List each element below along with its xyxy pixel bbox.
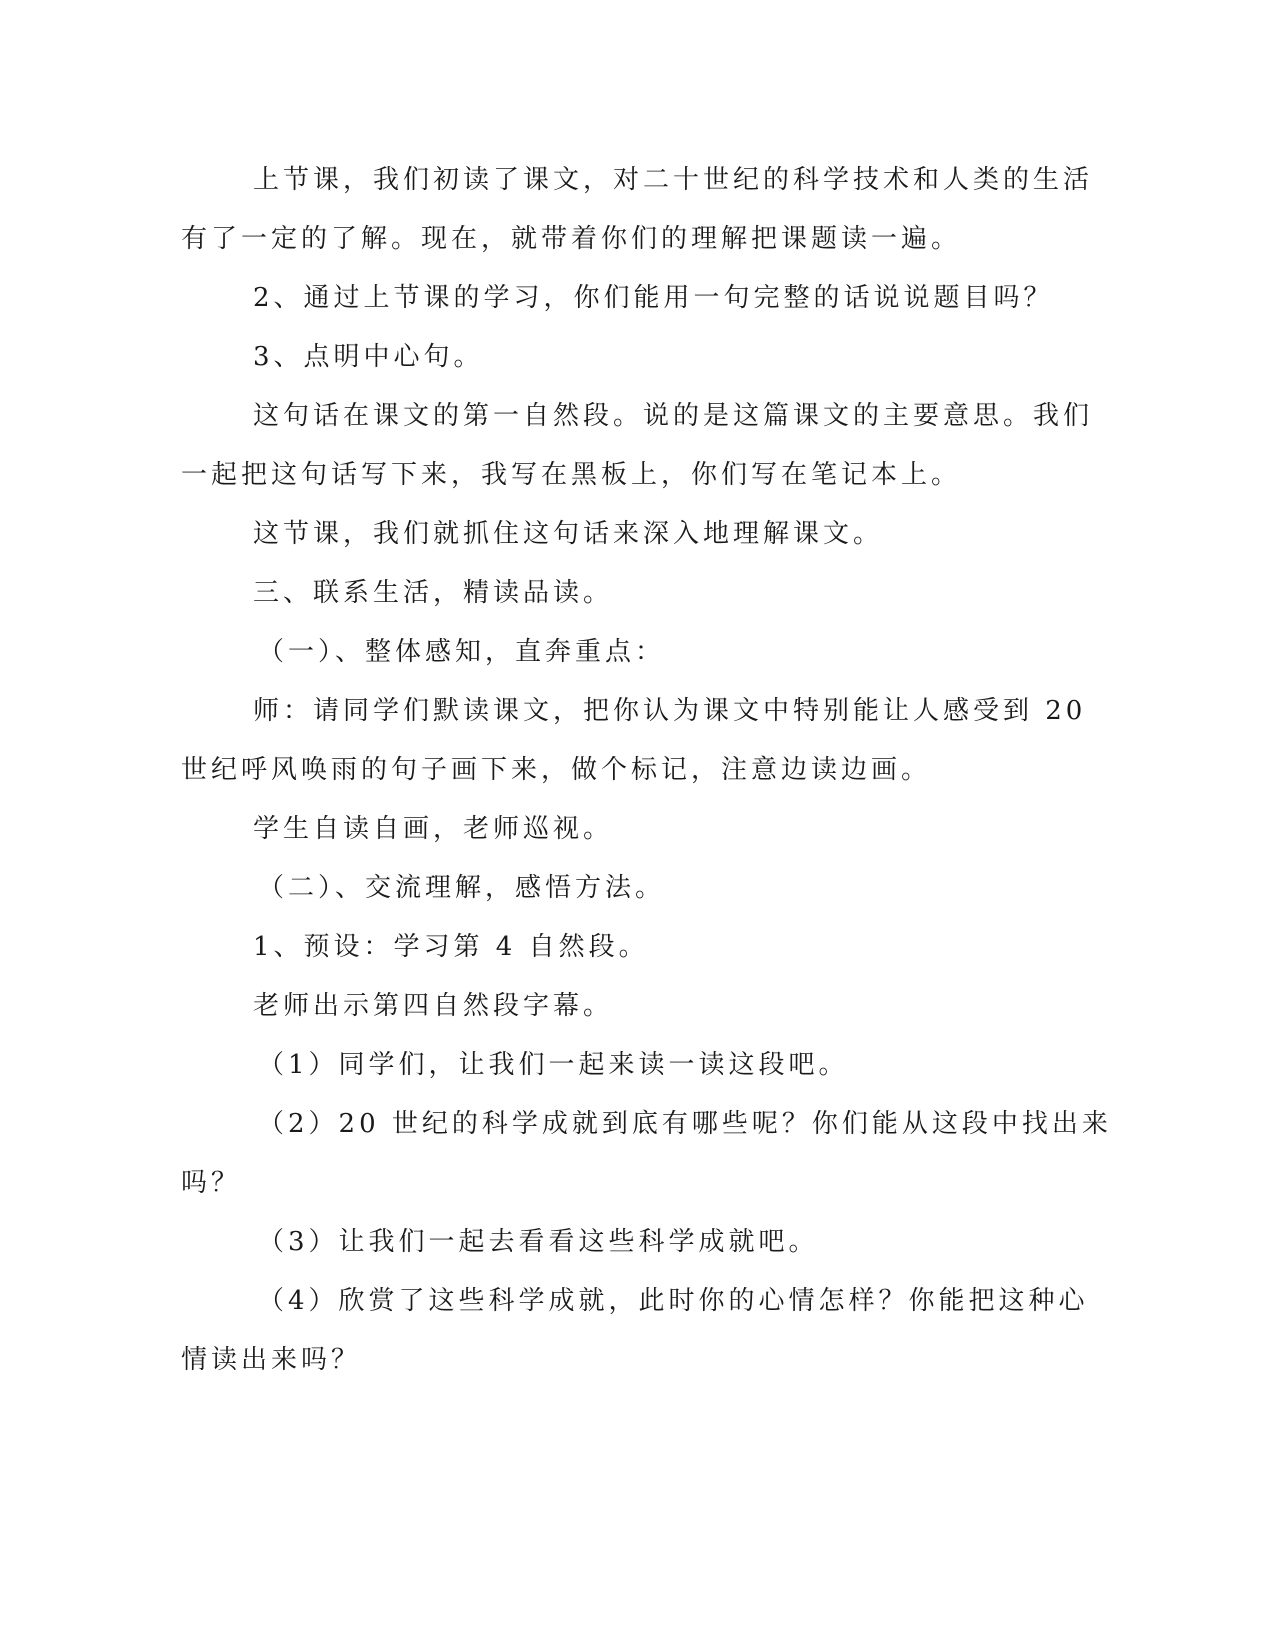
text-line: 2、通过上节课的学习，你们能用一句完整的话说说题目吗？ xyxy=(253,283,1054,313)
text-line: 上节课，我们初读了课文，对二十世纪的科学技术和人类的生活 xyxy=(253,165,1094,195)
text-line: 情读出来吗？ xyxy=(181,1345,362,1375)
text-line: 学生自读自画，老师巡视。 xyxy=(253,814,614,844)
text-line: （二）、交流理解，感悟方法。 xyxy=(258,873,666,903)
text-line: （4）欣赏了这些科学成就，此时你的心情怎样？你能把这种心 xyxy=(258,1286,1089,1316)
text-line: 世纪呼风唤雨的句子画下来，做个标记，注意边读边画。 xyxy=(181,755,932,785)
text-line: 一起把这句话写下来，我写在黑板上，你们写在笔记本上。 xyxy=(181,460,962,490)
text-line: （3）让我们一起去看看这些科学成就吧。 xyxy=(258,1227,819,1257)
text-line: 有了一定的了解。现在，就带着你们的理解把课题读一遍。 xyxy=(181,224,962,254)
text-line: 吗？ xyxy=(181,1168,242,1198)
text-line: 老师出示第四自然段字幕。 xyxy=(253,991,614,1021)
text-line: （一）、整体感知，直奔重点： xyxy=(258,637,666,667)
text-line: 师：请同学们默读课文，把你认为课文中特别能让人感受到 20 xyxy=(253,696,1087,726)
text-line: （1）同学们，让我们一起来读一读这段吧。 xyxy=(258,1050,849,1080)
text-line: 这句话在课文的第一自然段。说的是这篇课文的主要意思。我们 xyxy=(253,401,1094,431)
text-line: 这节课，我们就抓住这句话来深入地理解课文。 xyxy=(253,519,884,549)
text-line: （2）20 世纪的科学成就到底有哪些呢？你们能从这段中找出来 xyxy=(258,1109,1112,1139)
text-line: 3、点明中心句。 xyxy=(253,342,484,372)
text-line: 1、预设：学习第 4 自然段。 xyxy=(253,932,649,962)
text-line: 三、联系生活，精读品读。 xyxy=(253,578,614,608)
